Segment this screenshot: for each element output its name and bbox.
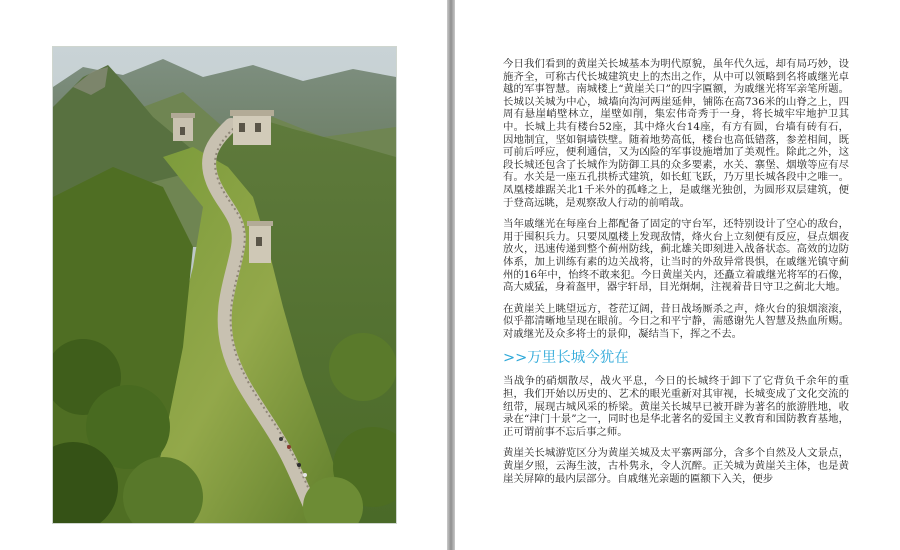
right-page [455, 0, 900, 550]
left-page [0, 0, 447, 550]
article-body [503, 58, 849, 494]
paragraph-3: 在黄崖关上眺望远方，苍茫辽阔，昔日战场厮杀之声，烽火台的狼烟滚滚，似乎都清晰地呈现在眼前。今日之和平宁静，需感谢先人智慧及热血所赐。对戚继光及众多将士的景仰，凝结当下，挥之不去。 [503, 302, 849, 340]
paragraph-4: 当战争的硝烟散尽，战火平息，今日的长城终于卸下了它背负千余年的重担，我们开始以历史的、艺术的眼光重新对其审视，长城变成了文化交流的纽带，展现古城风采的桥梁。黄崖关长城早已被开辟为著名的旅游胜地，收录在“津门十景”之一，同时也是华北著名的爱国主义教育和国防教育基地，正可谓前事不忘后事之师。 [503, 375, 849, 438]
watchtower-far [171, 113, 195, 141]
section-heading: >>万里长城今犹在 [503, 350, 629, 367]
watchtower-lower [247, 221, 273, 263]
paragraph-2: 当年戚继光在每座台上都配备了固定的守台军，还特别设计了空心的敌台，用于囤积兵力。只要凤凰楼上发现敌情，烽火台上立刻便有反应，昼点烟夜放火，迅速传递到整个蓟州防线，蓟北雄关即刻进入战备状态。高效的边防体系，加上训练有素的边关战将，让当时的外敌异常畏惧，在戚继光镇守蓟州的16年中，怡终不敢来犯。今日黄崖关内，还矗立着戚继光将军的石像，高大威猛，身着盔甲，器宇轩昂，目光炯炯，注视着昔日守卫之蓟北大地。 [503, 218, 849, 294]
paragraph-5: 黄崖关长城游览区分为黄崖关城及太平寨两部分，含多个自然及人文景点，黄崖夕照，云海生波，古朴隽永，令人沉醉。正关城为黄崖关主体，也是黄崖关屏障的最内层部分。自戚继光亲题的匾额下入关，便步 [503, 447, 849, 485]
great-wall-illustration [53, 47, 396, 523]
great-wall-photo [52, 46, 397, 524]
book-spine [447, 0, 455, 550]
paragraph-1: 今日我们看到的黄崖关长城基本为明代原貌，虽年代久远，却有局巧妙，设施齐全，可称古代长城建筑史上的杰出之作，从中可以领略到名将戚继光卓越的军事智慧。南城楼上“黄崖关口”的四字匾额，为戚继光将军亲笔所题。长城以关城为中心，城墙向沟河两崖延伸，铺陈在高736米的山脊之上，四周有悬崖峭壁林立，崖壁如削，集宏伟奇秀于一身，将长城牢牢地护卫其中。长城上共有楼台52座，其中烽火台14座，有方有圆，台墙有砖有石，因地制宜，坚如铜墙铁壁。随着地势高低，楼台也高低错落，参差相间，既可前后呼应，便利通信，又为凶险的军事设施增加了美观性。除此之外，这段长城还包含了长城作为防御工具的众多要素，水关、寨堡、烟墩等应有尽有。水关是一座五孔拱桥式建筑，如长虹飞跃，乃万里长城各段中之唯一。凤凰楼雄踞关北1千米外的孤峰之上，是戚继光独创，为圆形双层建筑，便于登高远眺，是观察敌人行动的前哨哉。 [503, 58, 849, 209]
watchtower-main [230, 110, 274, 145]
